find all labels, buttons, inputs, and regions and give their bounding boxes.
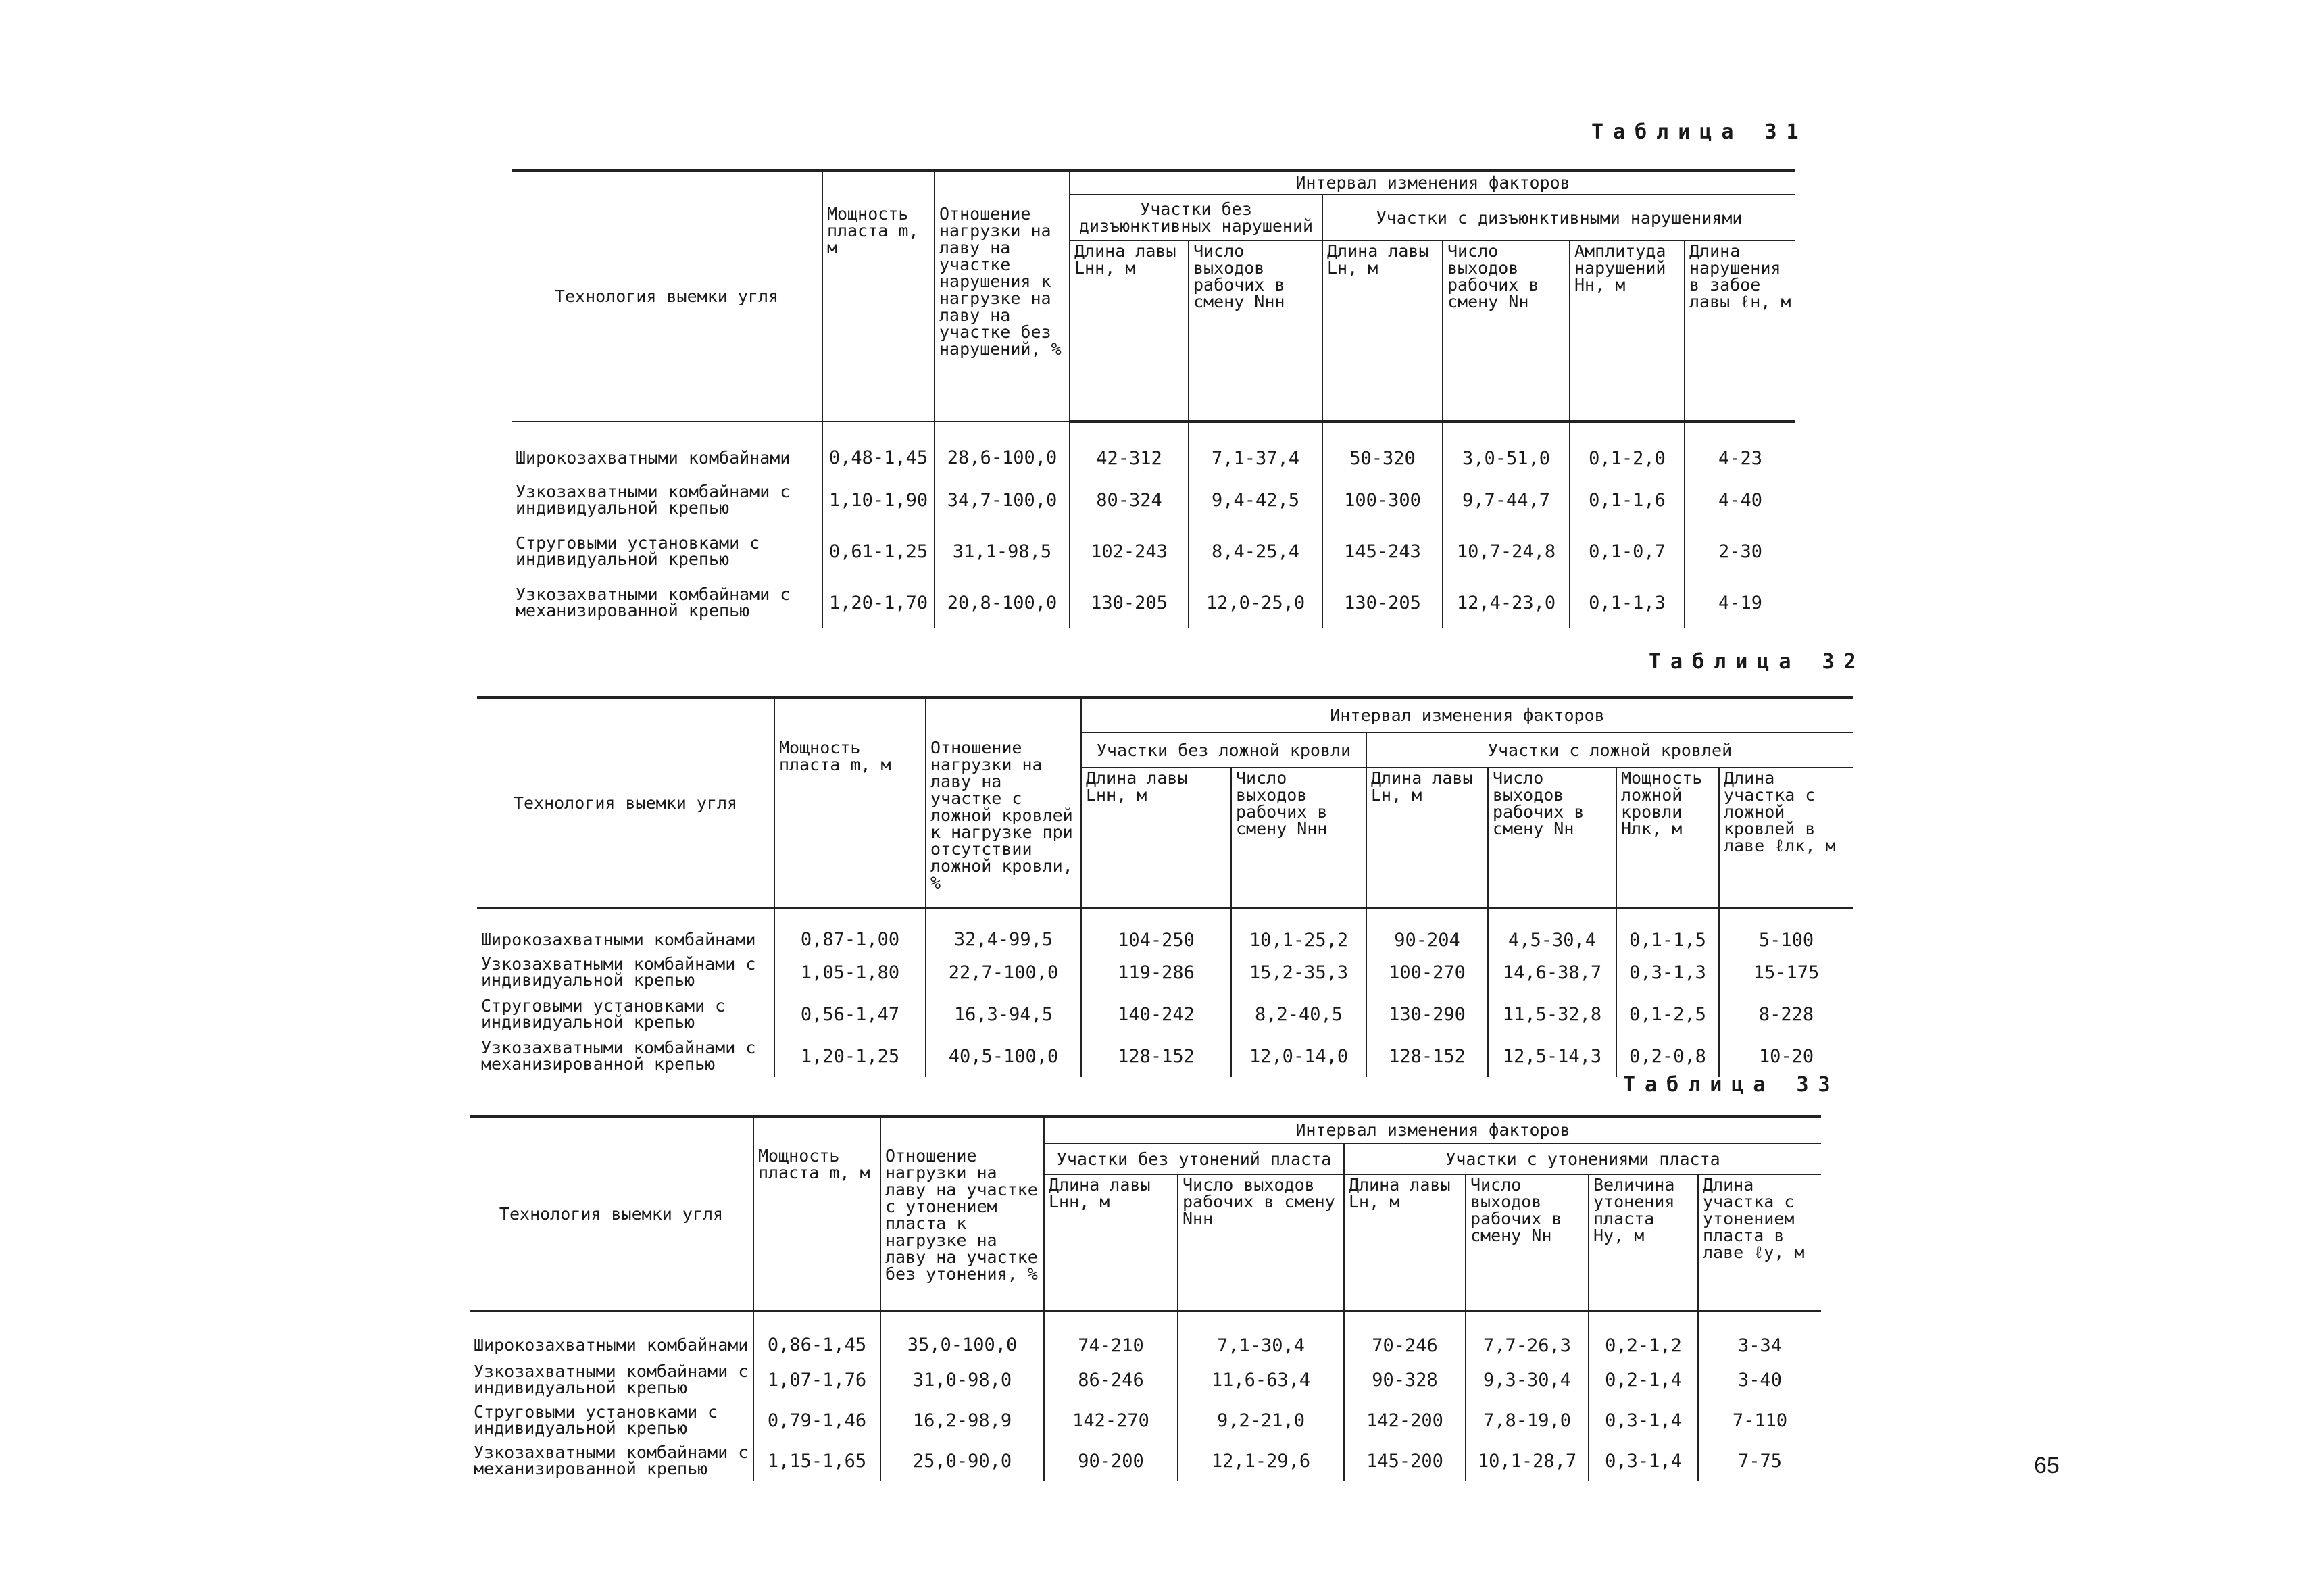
table-31-caption: Таблица 31 bbox=[1591, 120, 1808, 144]
column-header-false-roof-length: Длина участка с ложной кровлей в лаве ℓлк, м bbox=[1719, 768, 1853, 908]
cell-value: 1,10-1,90 bbox=[822, 474, 935, 526]
cell-value: 10-20 bbox=[1719, 1035, 1853, 1077]
cell-value: 100-270 bbox=[1366, 951, 1488, 993]
column-header-fault-amplitude: Амплитуда нарушений Hн, м bbox=[1570, 241, 1685, 422]
cell-value: 0,3-1,4 bbox=[1589, 1441, 1698, 1481]
column-header-thickness: Мощность пласта m, м bbox=[774, 697, 926, 908]
table-33 bbox=[470, 1115, 1821, 1481]
cell-value: 70-246 bbox=[1344, 1311, 1466, 1360]
column-header-workers-nn: Число выходов рабочих в смену Nнн bbox=[1231, 768, 1366, 908]
cell-value: 142-270 bbox=[1044, 1400, 1178, 1441]
cell-value: 4-19 bbox=[1685, 577, 1795, 628]
column-header-face-length-n: Длина лавы Lн, м bbox=[1344, 1174, 1466, 1311]
cell-value: 4,5-30,4 bbox=[1488, 908, 1616, 951]
column-header-workers-nn: Число выходов рабочих в смену Nнн bbox=[1189, 241, 1322, 422]
column-header-thinning-length: Длина участка с утонением пласта в лаве ℓу, м bbox=[1698, 1174, 1821, 1311]
table-33-caption: Таблица 33 bbox=[1623, 1073, 1840, 1097]
cell-value: 9,7-44,7 bbox=[1443, 474, 1570, 526]
cell-value: 74-210 bbox=[1044, 1311, 1178, 1360]
cell-value: 7,7-26,3 bbox=[1466, 1311, 1589, 1360]
cell-value: 50-320 bbox=[1322, 422, 1443, 474]
table-row bbox=[470, 1360, 1821, 1400]
column-header-technology: Технология выемки угля bbox=[470, 1116, 753, 1311]
row-technology: Широкозахватными комбайнами bbox=[470, 1311, 753, 1360]
column-header-fault-length: Длина нарушения в забое лавы ℓн, м bbox=[1685, 241, 1795, 422]
cell-value: 16,2-98,9 bbox=[880, 1400, 1044, 1441]
cell-value: 5-100 bbox=[1719, 908, 1853, 951]
cell-value: 142-200 bbox=[1344, 1400, 1466, 1441]
cell-value: 90-200 bbox=[1044, 1441, 1178, 1481]
cell-value: 1,05-1,80 bbox=[774, 951, 926, 993]
cell-value: 1,20-1,25 bbox=[774, 1035, 926, 1077]
cell-value: 9,4-42,5 bbox=[1189, 474, 1322, 526]
cell-value: 140-242 bbox=[1081, 993, 1231, 1035]
column-header-face-length-n: Длина лавы Lн, м bbox=[1366, 768, 1488, 908]
cell-value: 34,7-100,0 bbox=[935, 474, 1070, 526]
cell-value: 130-205 bbox=[1322, 577, 1443, 628]
group-header-without-faults: Участки без дизъюнктивных нарушений bbox=[1070, 195, 1322, 241]
cell-value: 11,5-32,8 bbox=[1488, 993, 1616, 1035]
group-header-with-faults: Участки с дизъюнктивными нарушениями bbox=[1322, 195, 1795, 241]
table-32-caption: Таблица 32 bbox=[1649, 650, 1866, 674]
cell-value: 42-312 bbox=[1070, 422, 1189, 474]
cell-value: 0,86-1,45 bbox=[753, 1311, 880, 1360]
column-header-false-roof-thickness: Мощность ложной кровли Hлк, м bbox=[1616, 768, 1719, 908]
table-row bbox=[512, 577, 1795, 628]
row-technology: Узкозахватными комбайнами с индивидуальной крепью bbox=[470, 1360, 753, 1400]
group-header-interval: Интервал изменения факторов bbox=[1070, 170, 1795, 195]
cell-value: 20,8-100,0 bbox=[935, 577, 1070, 628]
cell-value: 12,5-14,3 bbox=[1488, 1035, 1616, 1077]
table-row bbox=[512, 526, 1795, 577]
table-row bbox=[470, 1311, 1821, 1360]
cell-value: 145-243 bbox=[1322, 526, 1443, 577]
cell-value: 4-40 bbox=[1685, 474, 1795, 526]
cell-value: 128-152 bbox=[1081, 1035, 1231, 1077]
row-technology: Узкозахватными комбайнами с индивидуальной крепью bbox=[477, 951, 774, 993]
table-row bbox=[470, 1400, 1821, 1441]
cell-value: 12,1-29,6 bbox=[1178, 1441, 1344, 1481]
cell-value: 7-75 bbox=[1698, 1441, 1821, 1481]
cell-value: 0,1-1,3 bbox=[1570, 577, 1685, 628]
group-header-with-false-roof: Участки с ложной кровлей bbox=[1366, 732, 1853, 768]
cell-value: 4-23 bbox=[1685, 422, 1795, 474]
cell-value: 16,3-94,5 bbox=[926, 993, 1081, 1035]
column-header-technology: Технология выемки угля bbox=[512, 170, 822, 422]
column-header-thinning-value: Величина утонения пласта Hу, м bbox=[1589, 1174, 1698, 1311]
cell-value: 8,4-25,4 bbox=[1189, 526, 1322, 577]
column-header-technology: Технология выемки угля bbox=[477, 697, 774, 908]
cell-value: 0,48-1,45 bbox=[822, 422, 935, 474]
cell-value: 0,2-0,8 bbox=[1616, 1035, 1719, 1077]
cell-value: 128-152 bbox=[1366, 1035, 1488, 1077]
cell-value: 100-300 bbox=[1322, 474, 1443, 526]
cell-value: 90-204 bbox=[1366, 908, 1488, 951]
row-technology: Широкозахватными комбайнами bbox=[477, 908, 774, 951]
table-32 bbox=[477, 696, 1853, 1077]
row-technology: Узкозахватными комбайнами с механизированной крепью bbox=[470, 1441, 753, 1481]
cell-value: 0,61-1,25 bbox=[822, 526, 935, 577]
column-header-thickness: Мощность пласта m, м bbox=[753, 1116, 880, 1311]
cell-value: 102-243 bbox=[1070, 526, 1189, 577]
row-technology: Узкозахватными комбайнами с индивидуальной крепью bbox=[512, 474, 822, 526]
cell-value: 9,3-30,4 bbox=[1466, 1360, 1589, 1400]
row-technology: Струговыми установками с индивидуальной крепью bbox=[470, 1400, 753, 1441]
cell-value: 2-30 bbox=[1685, 526, 1795, 577]
column-header-workers-n: Число выходов рабочих в смену Nн bbox=[1466, 1174, 1589, 1311]
table-31 bbox=[512, 169, 1795, 628]
row-technology: Широкозахватными комбайнами bbox=[512, 422, 822, 474]
cell-value: 25,0-90,0 bbox=[880, 1441, 1044, 1481]
cell-value: 0,1-1,6 bbox=[1570, 474, 1685, 526]
row-technology: Струговыми установками с индивидуальной крепью bbox=[477, 993, 774, 1035]
cell-value: 22,7-100,0 bbox=[926, 951, 1081, 993]
cell-value: 86-246 bbox=[1044, 1360, 1178, 1400]
column-header-ratio: Отношение нагрузки на лаву на участке с ложной кровлей к нагрузке при отсутствии ложной кровли, % bbox=[926, 697, 1081, 908]
cell-value: 3-34 bbox=[1698, 1311, 1821, 1360]
cell-value: 1,07-1,76 bbox=[753, 1360, 880, 1400]
page-number: 65 bbox=[2034, 1453, 2060, 1478]
cell-value: 0,1-1,5 bbox=[1616, 908, 1719, 951]
table-row bbox=[477, 1035, 1853, 1077]
row-technology: Узкозахватными комбайнами с механизированной крепью bbox=[477, 1035, 774, 1077]
row-technology: Узкозахватными комбайнами с механизированной крепью bbox=[512, 577, 822, 628]
cell-value: 40,5-100,0 bbox=[926, 1035, 1081, 1077]
cell-value: 31,1-98,5 bbox=[935, 526, 1070, 577]
cell-value: 10,1-28,7 bbox=[1466, 1441, 1589, 1481]
group-header-without-thinning: Участки без утонений пласта bbox=[1044, 1143, 1344, 1174]
cell-value: 1,20-1,70 bbox=[822, 577, 935, 628]
cell-value: 130-205 bbox=[1070, 577, 1189, 628]
column-header-face-length-nn: Длина лавы Lнн, м bbox=[1081, 768, 1231, 908]
group-header-with-thinning: Участки с утонениями пласта bbox=[1344, 1143, 1821, 1174]
table-row bbox=[477, 908, 1853, 951]
column-header-face-length-nn: Длина лавы Lнн, м bbox=[1044, 1174, 1178, 1311]
cell-value: 7,1-37,4 bbox=[1189, 422, 1322, 474]
table-row bbox=[512, 422, 1795, 474]
cell-value: 31,0-98,0 bbox=[880, 1360, 1044, 1400]
column-header-face-length-nn: Длина лавы Lнн, м bbox=[1070, 241, 1189, 422]
cell-value: 0,3-1,4 bbox=[1589, 1400, 1698, 1441]
cell-value: 9,2-21,0 bbox=[1178, 1400, 1344, 1441]
cell-value: 14,6-38,7 bbox=[1488, 951, 1616, 993]
cell-value: 90-328 bbox=[1344, 1360, 1466, 1400]
group-header-without-false-roof: Участки без ложной кровли bbox=[1081, 732, 1366, 768]
group-header-interval: Интервал изменения факторов bbox=[1081, 697, 1853, 732]
cell-value: 28,6-100,0 bbox=[935, 422, 1070, 474]
cell-value: 3,0-51,0 bbox=[1443, 422, 1570, 474]
cell-value: 8-228 bbox=[1719, 993, 1853, 1035]
table-row bbox=[477, 951, 1853, 993]
cell-value: 80-324 bbox=[1070, 474, 1189, 526]
cell-value: 35,0-100,0 bbox=[880, 1311, 1044, 1360]
table-row bbox=[470, 1441, 1821, 1481]
cell-value: 7,8-19,0 bbox=[1466, 1400, 1589, 1441]
cell-value: 0,2-1,4 bbox=[1589, 1360, 1698, 1400]
group-header-interval: Интервал изменения факторов bbox=[1044, 1116, 1821, 1143]
cell-value: 12,0-25,0 bbox=[1189, 577, 1322, 628]
column-header-thickness: Мощность пласта m, м bbox=[822, 170, 935, 422]
cell-value: 7-110 bbox=[1698, 1400, 1821, 1441]
cell-value: 10,1-25,2 bbox=[1231, 908, 1366, 951]
cell-value: 3-40 bbox=[1698, 1360, 1821, 1400]
cell-value: 145-200 bbox=[1344, 1441, 1466, 1481]
cell-value: 130-290 bbox=[1366, 993, 1488, 1035]
cell-value: 15,2-35,3 bbox=[1231, 951, 1366, 993]
cell-value: 0,2-1,2 bbox=[1589, 1311, 1698, 1360]
column-header-ratio: Отношение нагрузки на лаву на участке нарушения к нагрузке на лаву на участке без нарушений, % bbox=[935, 170, 1070, 422]
cell-value: 10,7-24,8 bbox=[1443, 526, 1570, 577]
cell-value: 12,4-23,0 bbox=[1443, 577, 1570, 628]
cell-value: 11,6-63,4 bbox=[1178, 1360, 1344, 1400]
cell-value: 0,1-0,7 bbox=[1570, 526, 1685, 577]
column-header-face-length-n: Длина лавы Lн, м bbox=[1322, 241, 1443, 422]
column-header-ratio: Отношение нагрузки на лаву на участке с утонением пласта к нагрузке на лаву на участке без утонения, % bbox=[880, 1116, 1044, 1311]
column-header-workers-n: Число выходов рабочих в смену Nн bbox=[1443, 241, 1570, 422]
cell-value: 0,1-2,5 bbox=[1616, 993, 1719, 1035]
cell-value: 8,2-40,5 bbox=[1231, 993, 1366, 1035]
cell-value: 0,79-1,46 bbox=[753, 1400, 880, 1441]
cell-value: 119-286 bbox=[1081, 951, 1231, 993]
table-row bbox=[512, 474, 1795, 526]
column-header-workers-n: Число выходов рабочих в смену Nн bbox=[1488, 768, 1616, 908]
cell-value: 15-175 bbox=[1719, 951, 1853, 993]
cell-value: 32,4-99,5 bbox=[926, 908, 1081, 951]
cell-value: 1,15-1,65 bbox=[753, 1441, 880, 1481]
cell-value: 0,1-2,0 bbox=[1570, 422, 1685, 474]
cell-value: 0,87-1,00 bbox=[774, 908, 926, 951]
column-header-workers-nn: Число выходов рабочих в смену Nнн bbox=[1178, 1174, 1344, 1311]
row-technology: Струговыми установками с индивидуальной крепью bbox=[512, 526, 822, 577]
table-row bbox=[477, 993, 1853, 1035]
cell-value: 0,56-1,47 bbox=[774, 993, 926, 1035]
cell-value: 104-250 bbox=[1081, 908, 1231, 951]
cell-value: 0,3-1,3 bbox=[1616, 951, 1719, 993]
cell-value: 7,1-30,4 bbox=[1178, 1311, 1344, 1360]
cell-value: 12,0-14,0 bbox=[1231, 1035, 1366, 1077]
